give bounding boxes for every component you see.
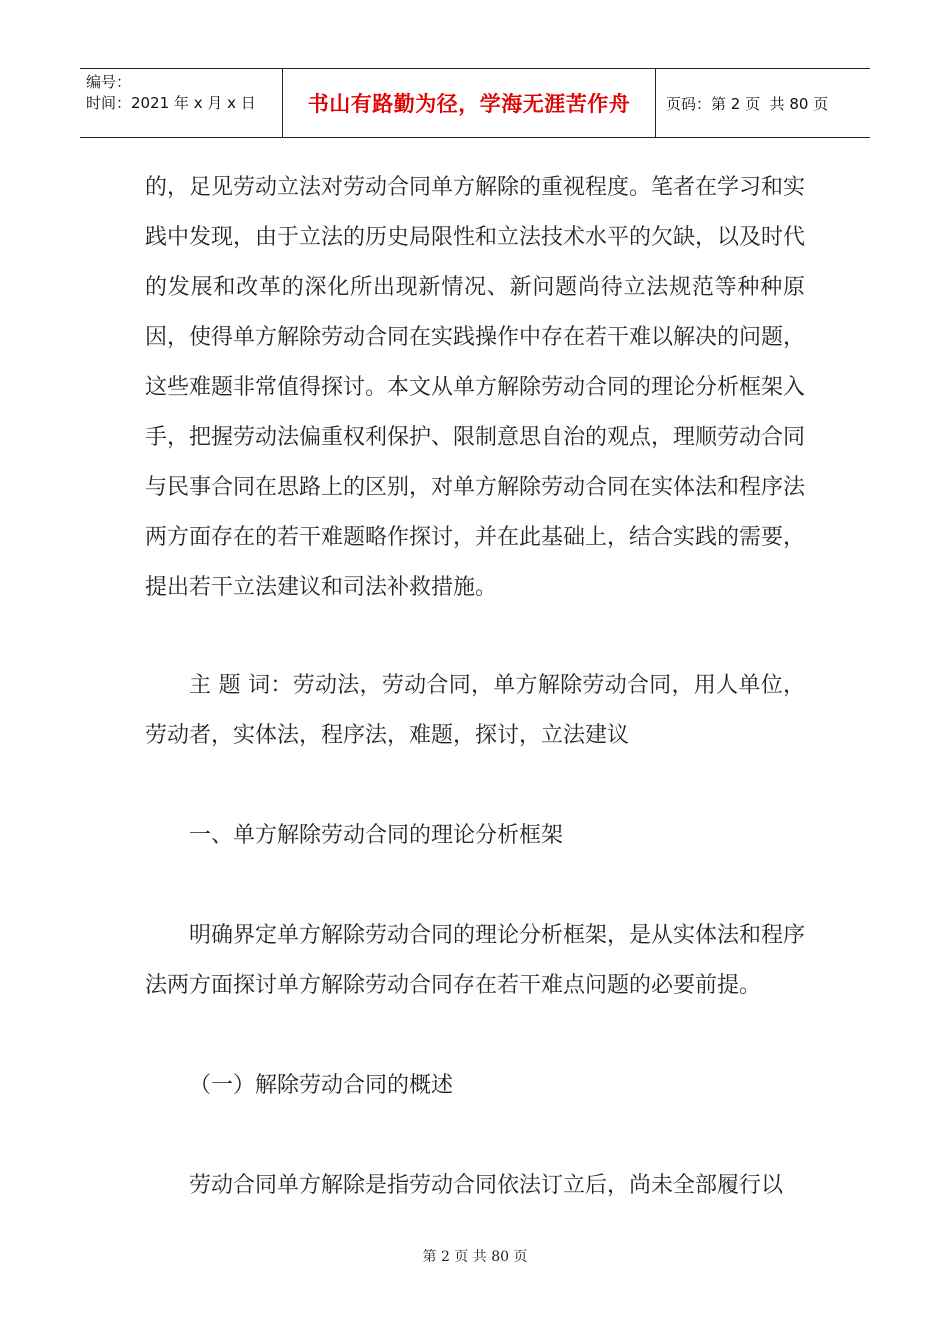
subsection-heading: （一）解除劳动合同的概述 [189,1073,454,1098]
header-motto-cell [283,69,656,137]
header-page-cell [656,69,870,137]
header-meta-cell [80,69,283,137]
document-body [145,163,805,1211]
section-heading: 一、单方解除劳动合同的理论分析框架 [189,823,564,848]
body-paragraph-last: 劳动合同单方解除是指劳动合同依法订立后，尚未全部履行以 [189,1173,784,1198]
keywords-paragraph: 主 题 词：劳动法，劳动合同，单方解除劳动合同，用人单位，劳动者，实体法，程序法，难题，探讨，立法建议 [145,673,805,748]
document-number-label: 编号： [86,73,132,91]
page-footer: 第 2 页 共 80 页 [422,1249,528,1265]
body-paragraph-intro: 明确界定单方解除劳动合同的理论分析框架，是从实体法和程序法两方面探讨单方解除劳动合同存在若干难点问题的必要前提。 [145,923,806,998]
page-header [80,68,870,138]
header-page-info: 页码：第 2 页 共 80 页 [666,94,829,113]
header-motto: 书山有路勤为径，学海无涯苦作舟 [307,92,631,116]
body-paragraph-continued: 的，足见劳动立法对劳动合同单方解除的重视程度。笔者在学习和实践中发现，由于立法的历史局限性和立法技术水平的欠缺，以及时代的发展和改革的深化所出现新情况、新问题尚待立法规范等种种原因，使得单方解除劳动合同在实践操作中存在若干难以解决的问题，这些难题非常值得探讨。本文从单方解除劳动合同的理论分析框架入手，把握劳动法偏重权利保护、限制意思自治的观点，理顺劳动合同与民事合同在思路上的区别，对单方解除劳动合同在实体法和程序法两方面存在的若干难题略作探讨，并在此基础上，结合实践的需要，提出若干立法建议和司法补救措施。 [145,175,806,600]
document-time-label: 时间：2021 年 x 月 x 日 [86,94,256,112]
